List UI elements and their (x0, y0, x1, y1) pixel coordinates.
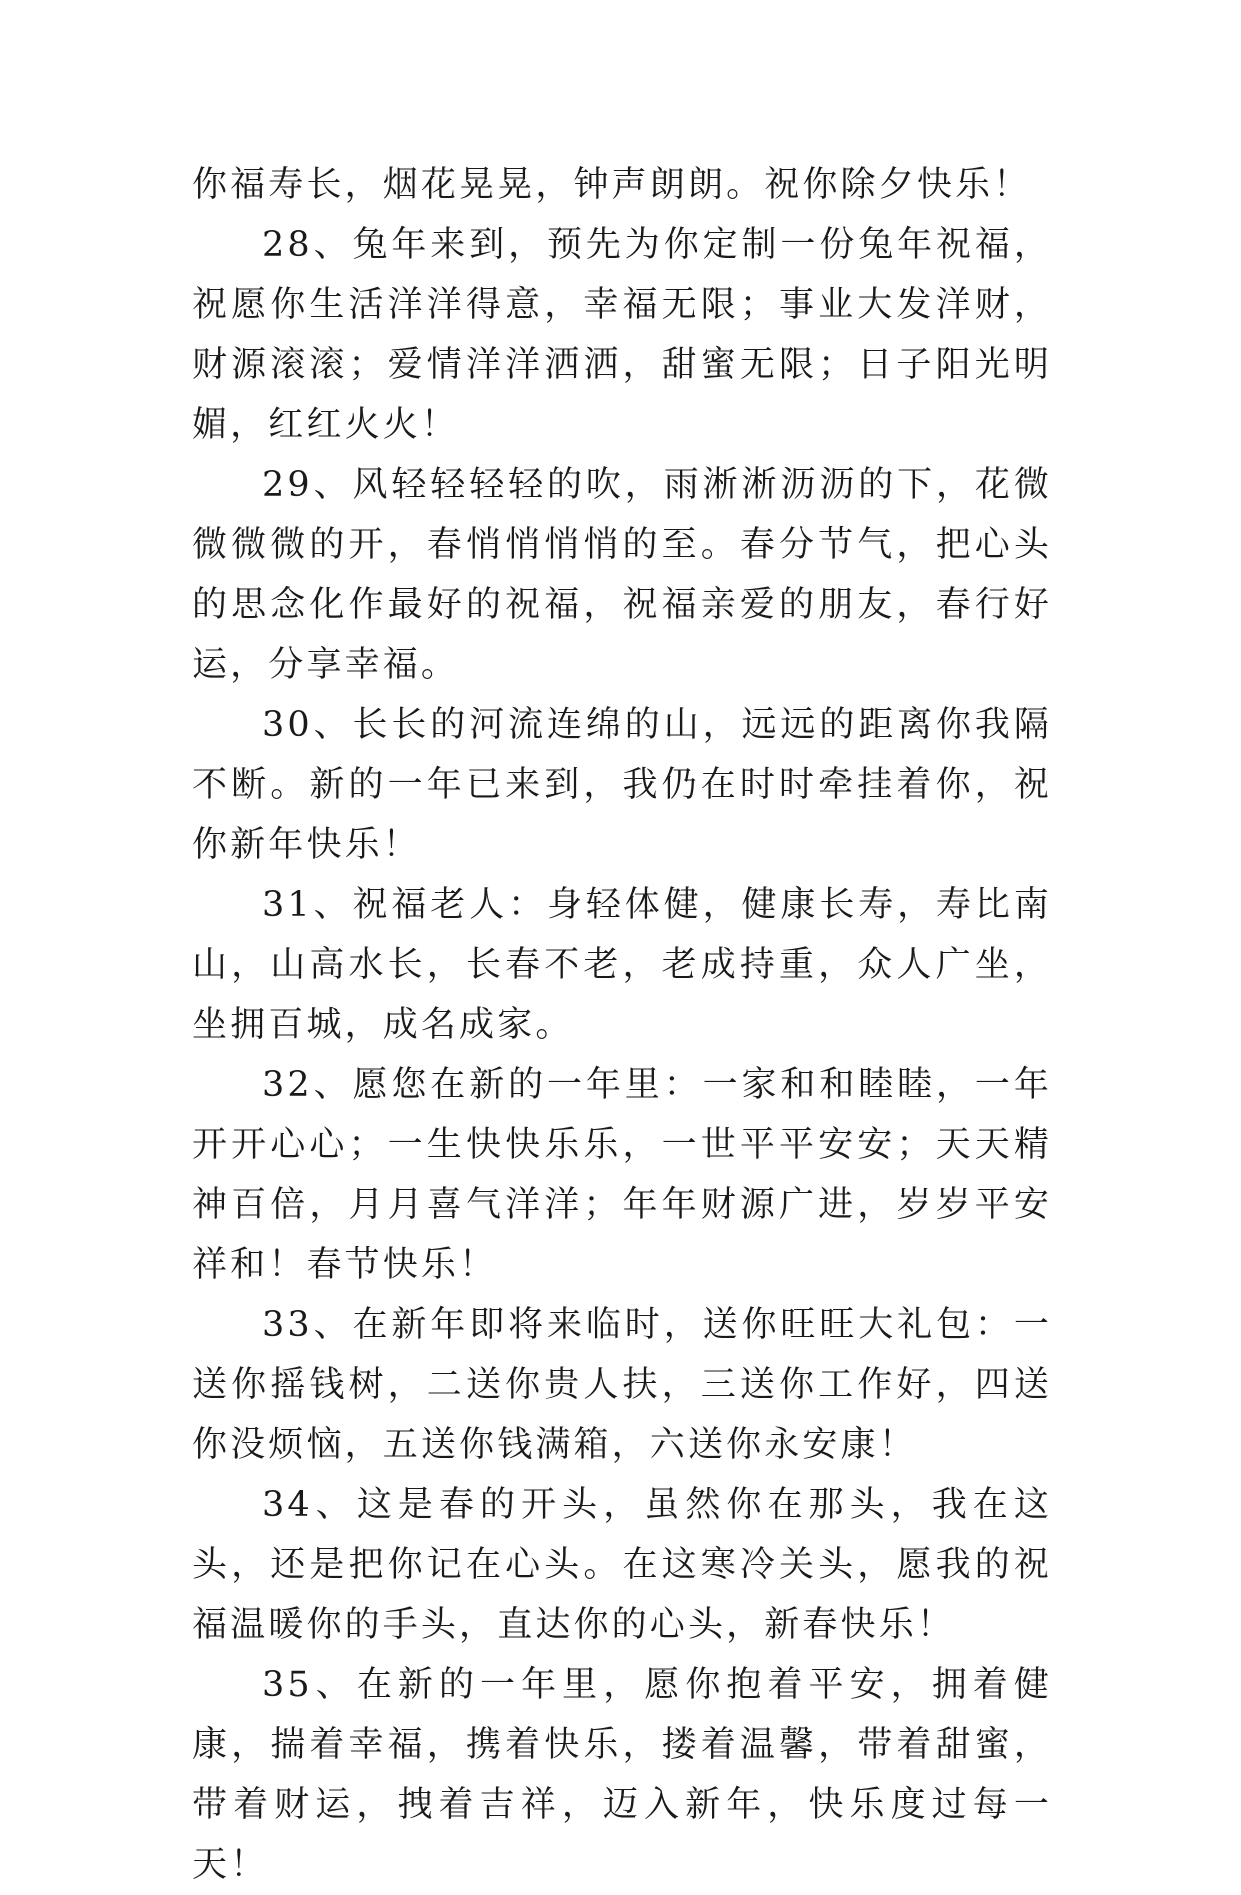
paragraph-35: 35、在新的一年里，愿你抱着平安，拥着健康，揣着幸福，携着快乐，搂着温馨，带着甜蜜，带着财运，拽着吉祥，迈入新年，快乐度过每一天！ (192, 1665, 1052, 1885)
paragraph-32: 32、愿您在新的一年里：一家和和睦睦，一年开开心心；一生快快乐乐，一世平平安安；天天精神百倍，月月喜气洋洋；年年财源广进，岁岁平安祥和！春节快乐！ (192, 1065, 1052, 1285)
paragraph-29: 29、风轻轻轻轻的吹，雨淅淅沥沥的下，花微微微微的开，春悄悄悄悄的至。春分节气，把心头的思念化作最好的祝福，祝福亲爱的朋友，春行好运，分享幸福。 (192, 465, 1052, 685)
paragraph-33: 33、在新年即将来临时，送你旺旺大礼包：一送你摇钱树，二送你贵人扶，三送你工作好，四送你没烦恼，五送你钱满箱，六送你永安康！ (192, 1305, 1052, 1465)
document-page (192, 155, 1052, 1895)
paragraph-28: 28、兔年来到，预先为你定制一份兔年祝福，祝愿你生活洋洋得意，幸福无限；事业大发洋财，财源滚滚；爱情洋洋洒洒，甜蜜无限；日子阳光明媚，红红火火！ (192, 225, 1052, 445)
paragraph-34: 34、这是春的开头，虽然你在那头，我在这头，还是把你记在心头。在这寒冷关头，愿我的祝福温暖你的手头，直达你的心头，新春快乐！ (192, 1485, 1052, 1645)
paragraph-continuation: 你福寿长，烟花晃晃，钟声朗朗。祝你除夕快乐！ (192, 165, 1032, 205)
paragraph-31: 31、祝福老人：身轻体健，健康长寿，寿比南山，山高水长，长春不老，老成持重，众人广坐，坐拥百城，成名成家。 (192, 885, 1052, 1045)
paragraph-30: 30、长长的河流连绵的山，远远的距离你我隔不断。新的一年已来到，我仍在时时牵挂着你，祝你新年快乐！ (192, 705, 1052, 865)
